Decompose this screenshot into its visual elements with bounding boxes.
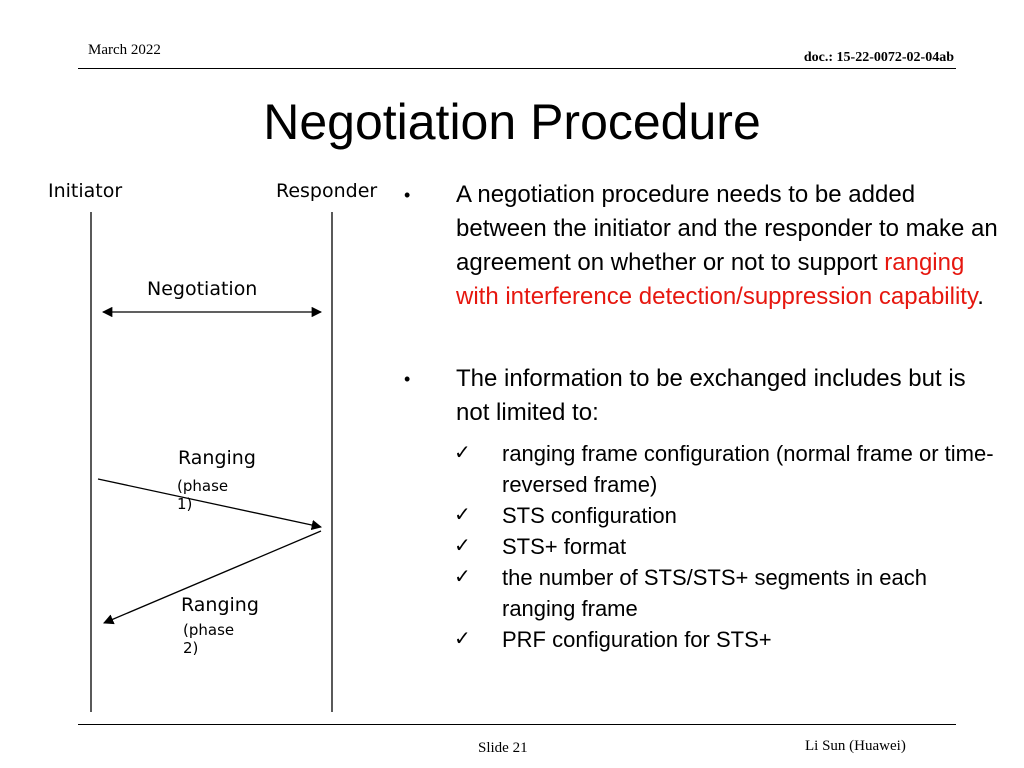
bullet-text-plain: A negotiation procedure needs to be added between the initiator and the responder to make an agreement on whether or not to support <box>456 181 998 276</box>
list-item-text: PRF configuration for STS+ <box>502 627 772 652</box>
checkmark-icon: ✓ <box>454 566 471 588</box>
list-item-text: STS configuration <box>502 503 677 528</box>
diagram-lines <box>0 0 400 768</box>
ranging-phase1-sublabel: (phase 1) <box>177 477 229 513</box>
header-date: March 2022 <box>88 42 161 58</box>
ranging-phase1-label: Ranging <box>178 447 256 469</box>
list-item <box>398 624 998 655</box>
list-item <box>398 438 998 500</box>
ranging-phase2-arrow <box>104 531 321 623</box>
ranging-phase2-label: Ranging <box>181 594 259 616</box>
list-item <box>398 562 998 624</box>
list-item <box>398 500 998 531</box>
checkmark-icon: ✓ <box>454 628 471 650</box>
list-item-text: STS+ format <box>502 534 627 559</box>
bullet-item <box>398 362 998 430</box>
bullet-list <box>398 178 998 655</box>
bullet-item <box>398 178 998 314</box>
checkmark-icon: ✓ <box>454 442 471 464</box>
bullet-text: The information to be exchanged includes but is not limited to: <box>456 365 966 426</box>
checkmark-icon: ✓ <box>454 504 471 526</box>
list-item <box>398 531 998 562</box>
footer-rule <box>78 724 956 725</box>
bullet-text-end: . <box>977 283 984 310</box>
list-item-text: ranging frame configuration (normal frame or time-reversed frame) <box>502 441 994 497</box>
negotiation-label: Negotiation <box>147 278 258 300</box>
initiator-label: Initiator <box>48 180 123 202</box>
list-item-text: the number of STS/STS+ segments in each ranging frame <box>502 565 927 621</box>
slide-number: Slide 21 <box>478 740 528 756</box>
bullet-dot: • <box>404 369 411 389</box>
ranging-phase2-sublabel: (phase 2) <box>183 621 235 657</box>
ranging-phase1-arrow <box>98 479 321 527</box>
footer-author: Li Sun (Huawei) <box>805 738 906 754</box>
bullet-text-highlight: ranging with interference detection/suppression capability <box>456 249 978 310</box>
slide-title: Negotiation Procedure <box>263 94 761 150</box>
responder-label: Responder <box>276 180 378 202</box>
checkmark-icon: ✓ <box>454 535 471 557</box>
bullet-dot: • <box>404 185 411 205</box>
sub-bullet-list <box>398 438 998 655</box>
document-id: doc.: 15-22-0072-02-04ab <box>803 50 954 65</box>
bullet-text <box>456 178 998 314</box>
